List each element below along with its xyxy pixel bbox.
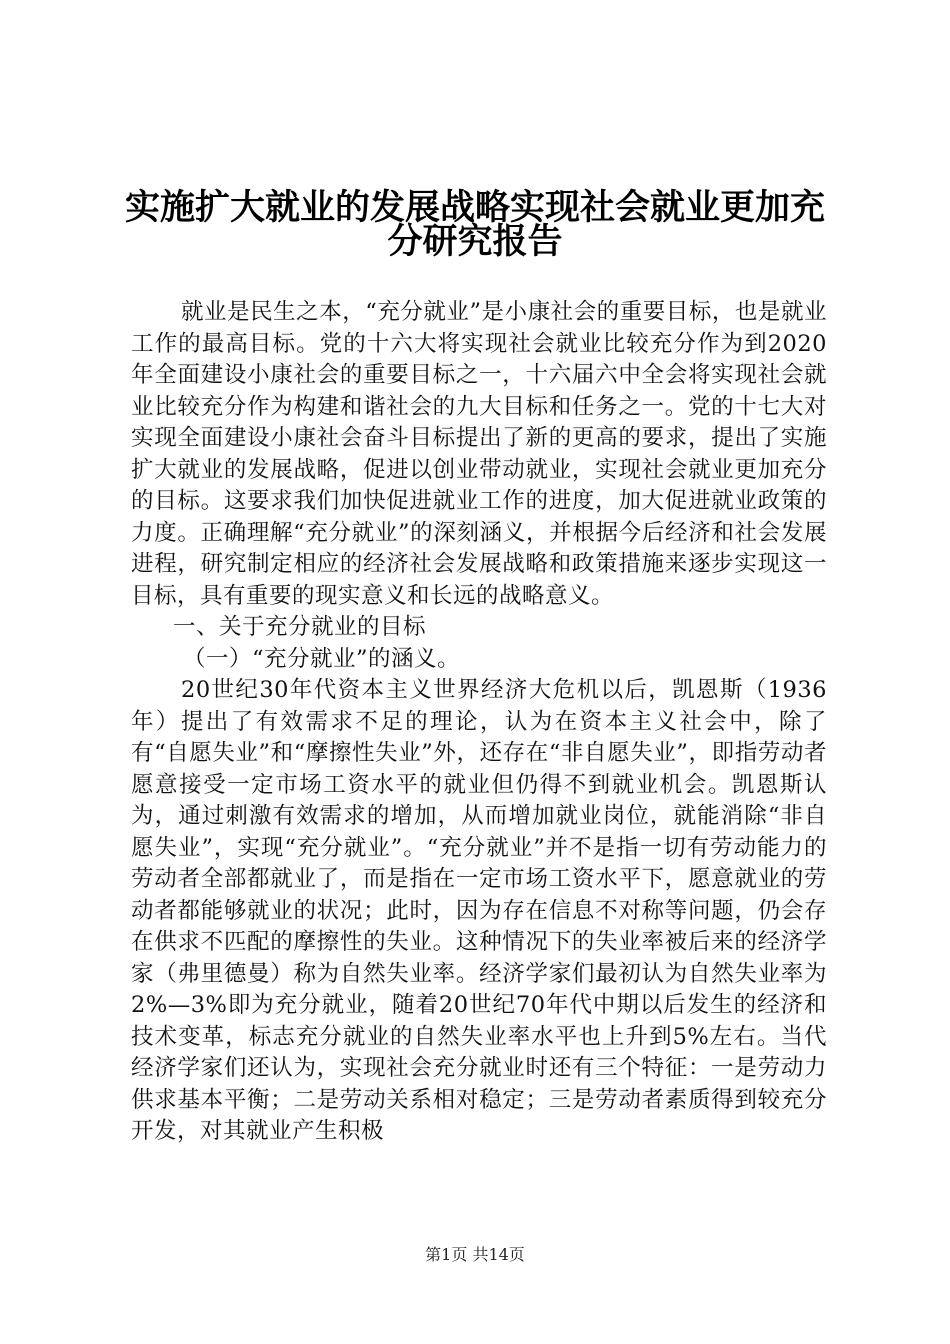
document-body <box>131 297 827 1148</box>
paragraph-intro: 就业是民生之本，“充分就业”是小康社会的重要目标，也是就业工作的最高目标。党的十六大将实现社会就业比较充分作为到2020年全面建设小康社会的重要目标之一，十六届六中全会将实现社会就业比较充分作为构建和谐社会的九大目标和任务之一。党的十七大对实现全面建设小康社会奋斗目标提出了新的更高的要求，提出了实施扩大就业的发展战略，促进以创业带动就业，实现社会就业更加充分的目标。这要求我们加快促进就业工作的进度，加大促进就业政策的力度。正确理解“充分就业”的深刻涵义，并根据今后经济和社会发展进程，研究制定相应的经济社会发展战略和政策措施来逐步实现这一目标，具有重要的现实意义和长远的战略意义。 <box>131 299 827 609</box>
subsection-heading: （一）“充分就业”的涵义。 <box>183 645 461 672</box>
document-title-line-2: 分研究报告 <box>387 222 563 262</box>
section-heading: 一、关于充分就业的目标 <box>173 614 427 640</box>
paragraph-body: 20世纪30年代资本主义世界经济大危机以后，凯恩斯（1936年）提出了有效需求不足的理论，认为在资本主义社会中，除了有“自愿失业”和“摩擦性失业”外，还存在“非自愿失业”，即指劳动者愿意接受一定市场工资水平的就业但仍得不到就业机会。凯恩斯认为，通过刺激有效需求的增加，从而增加就业岗位，就能消除“非自愿失业”，实现“充分就业”。“充分就业”并不是指一切有劳动能力的劳动者全部都就业了，而是指在一定市场工资水平下，愿意就业的劳动者都能够就业的状况；此时，因为存在信息不对称等问题，仍会存在供求不匹配的摩擦性的失业。这种情况下的失业率被后来的经济学家（弗里德曼）称为自然失业率。经济学家们最初认为自然失业率为2%—3%即为充分就业，随着20世纪70年代中期以后发生的经济和技术变革，标志充分就业的自然失业率水平也上升到5%左右。当代经济学家们还认为，实现社会充分就业时还有三个特征：一是劳动力供求基本平衡；二是劳动关系相对稳定；三是劳动者素质得到较充分开发，对其就业产生积极 <box>131 677 827 1144</box>
document-title-line-1: 实施扩大就业的发展战略实现社会就业更加充 <box>124 188 825 228</box>
page-footer: 第1页 共14页 <box>425 1245 525 1264</box>
